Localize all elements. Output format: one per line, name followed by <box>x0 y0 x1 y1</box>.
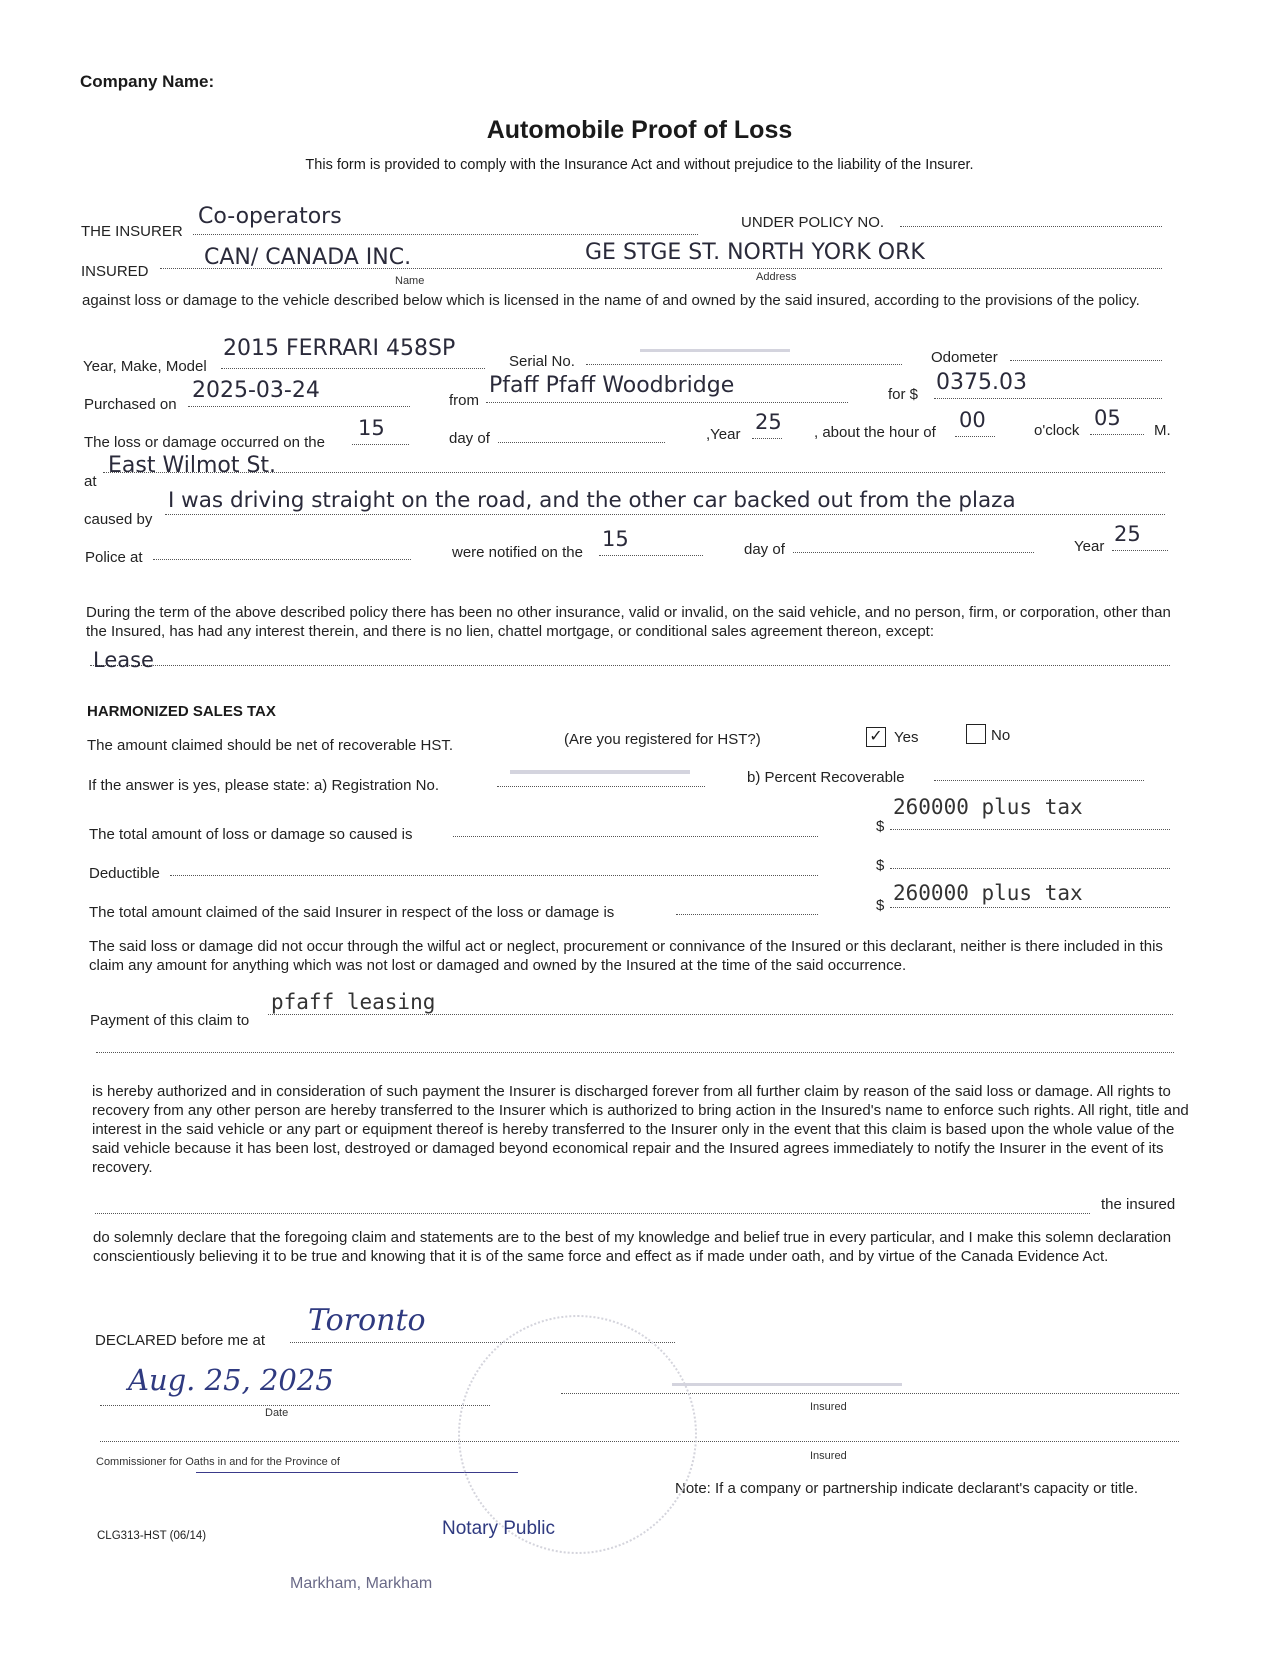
notified-label: were notified on the <box>452 544 583 561</box>
serial-number-redacted <box>640 349 790 352</box>
insurer-line <box>193 234 698 235</box>
insurer-label: THE INSURER <box>81 223 183 240</box>
declaration-text: do solemnly declare that the foregoing claim and statements are to the best of my knowledge and belief true in every particular, and I make this solemn declaration conscientiously believing it to be true and knowing that it is of the same force and effect as if made under oath, and by virtue of the Canada Evidence Act. <box>93 1229 1172 1265</box>
odometer-label: Odometer <box>931 349 998 366</box>
total-claimed-leader <box>676 914 818 915</box>
serial-number-field[interactable] <box>586 364 902 365</box>
capacity-note: Note: If a company or partnership indicate declarant's capacity or title. <box>675 1480 1139 1497</box>
commissioner-caption: Commissioner for Oaths in and for the Province of <box>96 1456 340 1468</box>
meridiem-label: M. <box>1154 422 1171 439</box>
hst-yes-label: Yes <box>894 729 919 746</box>
name-caption: Name <box>395 275 425 287</box>
hst-no-checkbox[interactable] <box>966 724 986 744</box>
at-label: at <box>84 473 97 490</box>
payment-label: Payment of this claim to <box>90 1012 250 1029</box>
from-label: from <box>449 392 479 409</box>
hst-registered-question: (Are you registered for HST?) <box>564 731 761 748</box>
oclock-label: o'clock <box>1034 422 1080 439</box>
registration-number-redacted <box>510 770 690 774</box>
insured-signature-redacted <box>672 1383 902 1386</box>
for-amount-label: for $ <box>888 386 919 403</box>
for-amount-line <box>934 398 1162 399</box>
insured-name-line[interactable] <box>95 1213 1090 1214</box>
total-claimed-line <box>890 907 1170 908</box>
deductible-field[interactable] <box>890 868 1170 869</box>
insured-caption-2: Insured <box>810 1450 847 1462</box>
police-field[interactable] <box>153 559 411 560</box>
location-value[interactable]: East Wilmot St. <box>108 453 277 478</box>
odometer-field[interactable] <box>1010 360 1162 361</box>
year-make-model-line <box>221 368 485 369</box>
loss-day-line <box>352 444 409 445</box>
loss-hour-label: , about the hour of <box>814 424 936 441</box>
total-loss-leader <box>453 836 818 837</box>
total-claimed-currency: $ <box>876 897 885 914</box>
notified-year-label: Year <box>1074 538 1105 555</box>
company-name-label: Company Name: <box>80 72 215 91</box>
caused-by-label: caused by <box>84 511 153 528</box>
percent-recoverable-label: b) Percent Recoverable <box>747 769 905 786</box>
notified-year-line <box>1112 550 1168 551</box>
total-claimed-value[interactable]: 260000 plus tax <box>893 881 1083 905</box>
declared-place-value[interactable]: Toronto <box>308 1303 426 1338</box>
loss-day-value[interactable]: 15 <box>358 416 385 440</box>
loss-month-field[interactable] <box>498 442 665 443</box>
loss-year-line <box>752 438 782 439</box>
deductible-leader <box>170 875 818 876</box>
declared-date-value[interactable]: Aug. 25, 2025 <box>128 1363 334 1397</box>
total-loss-currency: $ <box>876 818 885 835</box>
purchased-value[interactable]: 2025-03-24 <box>192 378 320 403</box>
for-amount-value[interactable]: 0375.03 <box>936 370 1027 395</box>
loss-minute-line <box>1090 434 1144 435</box>
from-line <box>486 402 848 403</box>
serial-number-label: Serial No. <box>509 353 575 370</box>
total-loss-line <box>890 829 1170 830</box>
notary-stamp-line-2: Markham, Markham <box>290 1575 433 1592</box>
authorization-text: is hereby authorized and in consideration of such payment the Insurer is discharged forever from all further claim by reason of the said loss or damage. All rights to recovery from any other person are hereby transferred to the Insurer which is authorized to bring action in the Insured's name to enforce such rights. All right, title and interest in the said vehicle or any part or equipment thereof is hereby transferred to the Insurer only in the event that this claim is based upon the whole value of the said vehicle because it has been lost, destroyed or damaged beyond economical repair and the Insured agrees immediately to notify the Insurer in the event of its recovery. <box>92 1083 1189 1176</box>
registration-number-field[interactable] <box>497 786 705 787</box>
the-insured-label: the insured <box>1101 1196 1176 1213</box>
insured-address-value[interactable]: GE STGE ST. NORTH YORK ORK <box>585 240 925 265</box>
notified-day-of-label: day of <box>744 541 785 558</box>
declared-label: DECLARED before me at <box>95 1332 266 1349</box>
notified-month-field[interactable] <box>793 552 1034 553</box>
intro-text: against loss or damage to the vehicle described below which is licensed in the name of and owned by the said insured, according to the provisions of the policy. <box>82 292 1140 309</box>
insured-label: INSURED <box>81 263 149 280</box>
loss-hour-line <box>955 436 995 437</box>
hst-state-label: If the answer is yes, please state: a) Registration No. <box>88 777 439 794</box>
hst-no-label: No <box>991 727 1011 744</box>
hst-net-text: The amount claimed should be net of recoverable HST. <box>87 737 454 754</box>
deductible-label: Deductible <box>89 865 160 882</box>
percent-recoverable-field[interactable] <box>934 780 1144 781</box>
payment-line-2[interactable] <box>96 1052 1174 1053</box>
loss-minute-value[interactable]: 05 <box>1094 406 1121 430</box>
notary-stamp-line-1: Notary Public <box>442 1518 555 1539</box>
loss-day-of-label: day of <box>449 430 490 447</box>
police-label: Police at <box>85 549 143 566</box>
payment-line <box>268 1014 1173 1015</box>
policy-number-field[interactable] <box>900 226 1162 227</box>
form-code: CLG313-HST (06/14) <box>97 1530 207 1542</box>
loss-hour-value[interactable]: 00 <box>959 408 986 432</box>
wilful-act-text: The said loss or damage did not occur through the wilful act or neglect, procurement or connivance of the Insured or this declarant, neither is there included in this claim any amount for anything which was not lost or damaged and owned by the Insured at the time of the said occurrence. <box>89 938 1163 974</box>
insurer-value[interactable]: Co-operators <box>198 204 342 229</box>
loss-year-label: ,Year <box>706 426 741 443</box>
loss-year-value[interactable]: 25 <box>755 410 782 434</box>
year-make-model-value[interactable]: 2015 FERRARI 458SP <box>223 336 456 361</box>
purchased-line <box>188 406 410 407</box>
date-caption: Date <box>265 1407 289 1419</box>
insured-caption-1: Insured <box>810 1401 847 1413</box>
cause-line <box>165 514 1165 515</box>
page-subtitle: This form is provided to comply with the Insurance Act and without prejudice to the liability of the Insurer. <box>305 157 974 173</box>
deductible-currency: $ <box>876 857 885 874</box>
except-value[interactable]: Lease <box>93 648 154 672</box>
cause-value[interactable]: I was driving straight on the road, and the other car backed out from the plaza <box>168 488 1016 513</box>
total-claimed-label: The total amount claimed of the said Insurer in respect of the loss or damage is <box>89 904 615 921</box>
date-line <box>100 1405 490 1406</box>
purchased-label: Purchased on <box>84 396 177 413</box>
hst-heading: HARMONIZED SALES TAX <box>87 703 276 720</box>
notified-day-value[interactable]: 15 <box>602 527 629 551</box>
address-caption: Address <box>756 271 797 283</box>
total-loss-label: The total amount of loss or damage so caused is <box>89 826 413 843</box>
policy-number-label: UNDER POLICY NO. <box>741 214 885 231</box>
except-line <box>90 665 1170 666</box>
insured-name-value[interactable]: CAN/ CANADA INC. <box>204 245 412 270</box>
loss-occurred-label: The loss or damage occurred on the <box>84 434 325 451</box>
notified-day-line <box>599 555 703 556</box>
other-insurance-text: During the term of the above described policy there has been no other insurance, valid or invalid, on the said vehicle, and no person, firm, or corporation, other than the Insured, has had any interest therein, and there is no lien, chattel mortgage, or conditional sales agreement thereon, except: <box>86 604 1171 640</box>
total-loss-value[interactable]: 260000 plus tax <box>893 795 1083 819</box>
page-title: Automobile Proof of Loss <box>486 116 793 144</box>
from-value[interactable]: Pfaff Pfaff Woodbridge <box>489 373 735 398</box>
notified-year-value[interactable]: 25 <box>1114 522 1141 546</box>
year-make-model-label: Year, Make, Model <box>83 358 207 375</box>
hst-yes-checkbox[interactable]: ✓ <box>866 727 886 747</box>
payment-value[interactable]: pfaff leasing <box>271 990 436 1014</box>
